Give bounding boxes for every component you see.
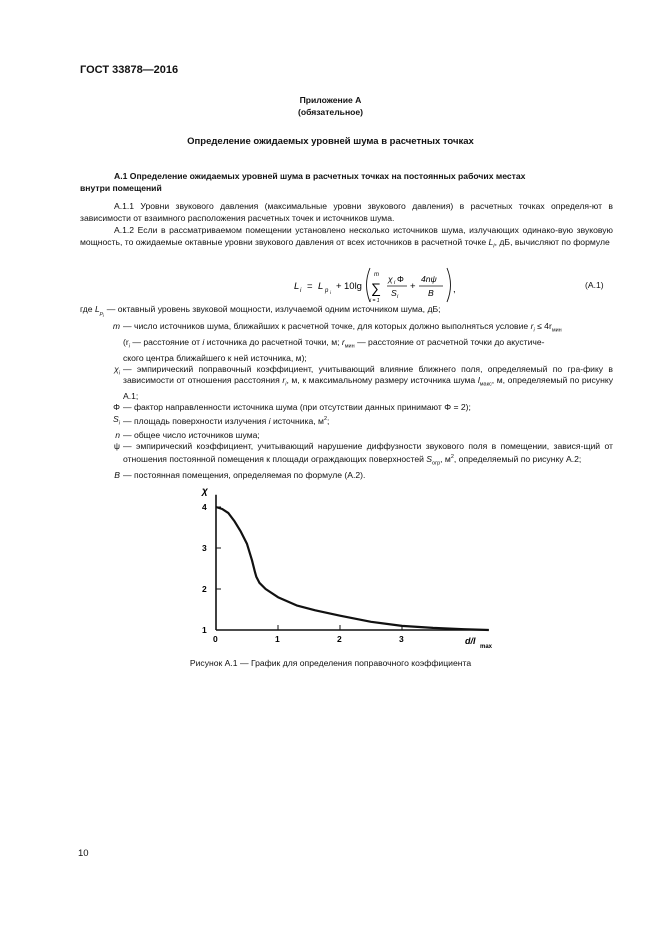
definition-n-symbol [80, 430, 123, 441]
page-number: 10 [78, 848, 89, 859]
definition-chi-l-sub: макс [479, 381, 492, 388]
definition-s-sub: i [118, 420, 120, 427]
definition-m-body [123, 321, 613, 364]
definition-m-sym: m [112, 321, 120, 332]
definition-psi-symbol: ψ [113, 440, 120, 451]
definition-m [80, 321, 613, 364]
definition-m-line2-i: i [202, 336, 205, 347]
definition-psi-body [123, 441, 613, 470]
chart-y-label: χ [202, 486, 208, 497]
chart-x-label-sub: max [480, 644, 493, 650]
definition-m-cond: ≤ 4r [537, 321, 552, 332]
formula-frac2-num: 4nψ [421, 274, 437, 284]
definition-m-line2b: — расстояние от [132, 336, 201, 347]
definitions-list [80, 304, 613, 481]
definition-chi-l: l [477, 375, 480, 386]
appendix-title: Приложение А [299, 95, 362, 105]
definition-psi-text3: , определяемый по рисунку А.2; [453, 453, 582, 464]
formula-sum-top: m [374, 272, 379, 278]
definition-chi-sym: χ [114, 364, 119, 375]
definition-m-cond-r-sub: i [533, 327, 535, 334]
chart-x-label: d/l [465, 636, 476, 646]
definition-chi-text2: , м, к максимальному размеру источника шума [286, 375, 476, 386]
formula-sum-bottom: i = 1 [370, 298, 380, 304]
paragraph-symbol-l-sub: i [493, 243, 495, 250]
definition-chi-sub: i [118, 370, 120, 377]
definition-b-text: — постоянная помещения, определяемая по формуле (А.2). [123, 469, 366, 480]
formula-comma: , [453, 284, 456, 295]
definition-b-symbol [80, 470, 123, 481]
definition-phi-text: — фактор направленности источника шума (при отсутствии данных принимают Φ = 2); [123, 402, 471, 413]
chart-curve [216, 507, 489, 630]
definition-lp-sym: L [94, 304, 100, 314]
definition-m-line2a: (r [123, 336, 129, 347]
definition-n-sym: n [115, 429, 120, 440]
definition-psi-s: S [426, 453, 433, 464]
section-heading-line1: А.1 Определение ожидаемых уровней шума в расчетных точках на постоянных рабочих местах [114, 171, 526, 181]
definition-chi-r: r [282, 375, 286, 386]
definition-lp-subsub: i [102, 312, 104, 318]
formula-lhs-sub: i [300, 288, 302, 294]
definition-chi-body [123, 364, 613, 402]
definition-m-line2a-sub: i [128, 343, 130, 350]
definition-chi-text3: , м, определяемый по рисунку А.1; [123, 375, 613, 402]
formula-frac1-den-sub: i [397, 294, 399, 300]
definition-m-cond-sub: мин [551, 327, 562, 334]
definition-chi-r-sub: i [285, 381, 287, 388]
chart-x-tick-label: 0 [213, 634, 218, 644]
section-heading-line2: внутри помещений [80, 183, 162, 193]
definition-m-rmin-sub: мин [344, 343, 355, 350]
definition-m-line2c: источника до расчетной точки, м; [206, 336, 340, 347]
formula-sum-sign: ∑ [371, 280, 381, 296]
formula-frac1-num-rest: Φ [397, 274, 404, 284]
section-heading [80, 170, 613, 194]
definition-lp-text: — октавный уровень звуковой мощности, излучаемой одним источником шума, дБ; [106, 304, 441, 314]
definition-s-i: i [268, 415, 271, 426]
formula-lp-sub: p [325, 288, 329, 294]
definition-n [80, 430, 613, 441]
standard-designation: ГОСТ 33878—2016 [80, 64, 179, 76]
paragraph-a-1-2-text: А.1.2 Если в рассматриваемом помещении установлено несколько источников шума, излучающих одинако-вую звуковую мощность, то ожидаемые октавные уровни звукового давления от всех источников в расчетной точке [80, 225, 613, 247]
chart-x-tick-label: 2 [337, 634, 342, 644]
definition-m-text: — число источников шума, ближайших к расчетной точке, для которых должно выполняться условие [123, 321, 529, 332]
definition-m-cond-r: r [530, 321, 534, 332]
definition-lp-symbol [80, 304, 107, 321]
formula-frac1-num-sub: i [394, 280, 396, 286]
formula-lp-subsub: i [330, 290, 331, 295]
definition-m-line3: ского центра ближайшего к ней источника, м); [123, 352, 307, 363]
definition-psi-sub: огр [432, 460, 441, 467]
formula-equals: = [307, 281, 313, 292]
definition-psi [80, 441, 613, 470]
paragraph-a-1-2-end: , дБ, вычисляют по формуле [494, 237, 610, 247]
definition-phi [80, 402, 613, 413]
formula-left-paren [367, 268, 371, 302]
definition-chi-text: — эмпирический поправочный коэффициент, учитывающий влияние ближнего поля, определяемый по гра-фику в зависимости от отношения расстояния [123, 364, 613, 386]
definition-psi-text: — эмпирический коэффициент, учитывающий нарушение диффузности звукового поля в помещении, завися-щий от отношения постоянной помещения к площади ограждающих поверхностей [123, 440, 613, 464]
definition-m-symbol [80, 321, 123, 364]
definition-n-text: — общее число источников шума; [123, 429, 260, 440]
paragraph-symbol-l: L [488, 237, 494, 247]
formula-a1 [290, 262, 480, 308]
formula-frac2-den: B [428, 288, 434, 298]
formula-plus: + [336, 281, 342, 292]
definition-chi-symbol [80, 364, 123, 402]
definition-s-text2: источника, м [272, 415, 324, 426]
definition-psi-sup: 2 [450, 453, 454, 460]
definition-s-sym: S [113, 413, 119, 424]
figure-a1-chart [190, 480, 500, 652]
definition-s-symbol [80, 414, 123, 430]
definition-chi [80, 364, 613, 402]
definition-lp [80, 304, 613, 321]
definition-psi-text2: , м [440, 453, 451, 464]
formula-right-paren [447, 268, 451, 302]
definition-phi-symbol: Φ [113, 402, 120, 413]
definition-s-text: — площадь поверхности излучения [123, 415, 267, 426]
appendix-heading: Определение ожидаемых уровней шума в расчетных точках [187, 136, 474, 147]
definition-lp-sub: p [99, 310, 103, 317]
definition-s-sup: 2 [323, 415, 328, 422]
chart-y-tick-label: 2 [202, 584, 207, 594]
appendix-status: (обязательное) [297, 107, 364, 117]
definition-s [80, 414, 613, 430]
definition-m-line2d: — расстояние от расчетной точки до акустиче- [357, 336, 545, 347]
formula-tenlg: 10lg [344, 281, 362, 292]
paragraph-a-1-2 [80, 224, 613, 253]
paragraph-a-1-1: А.1.1 Уровни звукового давления (максимальные уровни звукового давления) в расчетных точках определя-ют в зависимости от взаимного расположения расчетных точек и источников шума. [80, 201, 613, 223]
figure-caption: Рисунок А.1 — График для определения поправочного коэффициента [189, 658, 472, 668]
definition-b-sym: B [114, 469, 120, 480]
chart-x-tick-label: 3 [399, 634, 404, 644]
formula-number: (А.1) [585, 280, 604, 290]
formula-frac1-den: S [391, 288, 397, 298]
definition-s-body: — площадь поверхности излучения i источника, $м^2$; [123, 415, 330, 426]
chart-y-tick-label: 3 [202, 543, 207, 553]
chart-axes [216, 495, 489, 630]
chart-x-tick-label: 1 [275, 634, 280, 644]
formula-lhs: L [294, 281, 300, 292]
chart-y-tick-label: 4 [202, 502, 207, 512]
formula-lp: L [318, 281, 324, 292]
definition-m-rmin: r [341, 336, 345, 347]
chart-y-tick-label: 1 [202, 625, 207, 635]
chart-series-line [216, 507, 489, 630]
formula-plus2: + [410, 281, 416, 292]
definitions-where: где [80, 304, 93, 314]
formula-frac1-num: χ [388, 274, 393, 284]
